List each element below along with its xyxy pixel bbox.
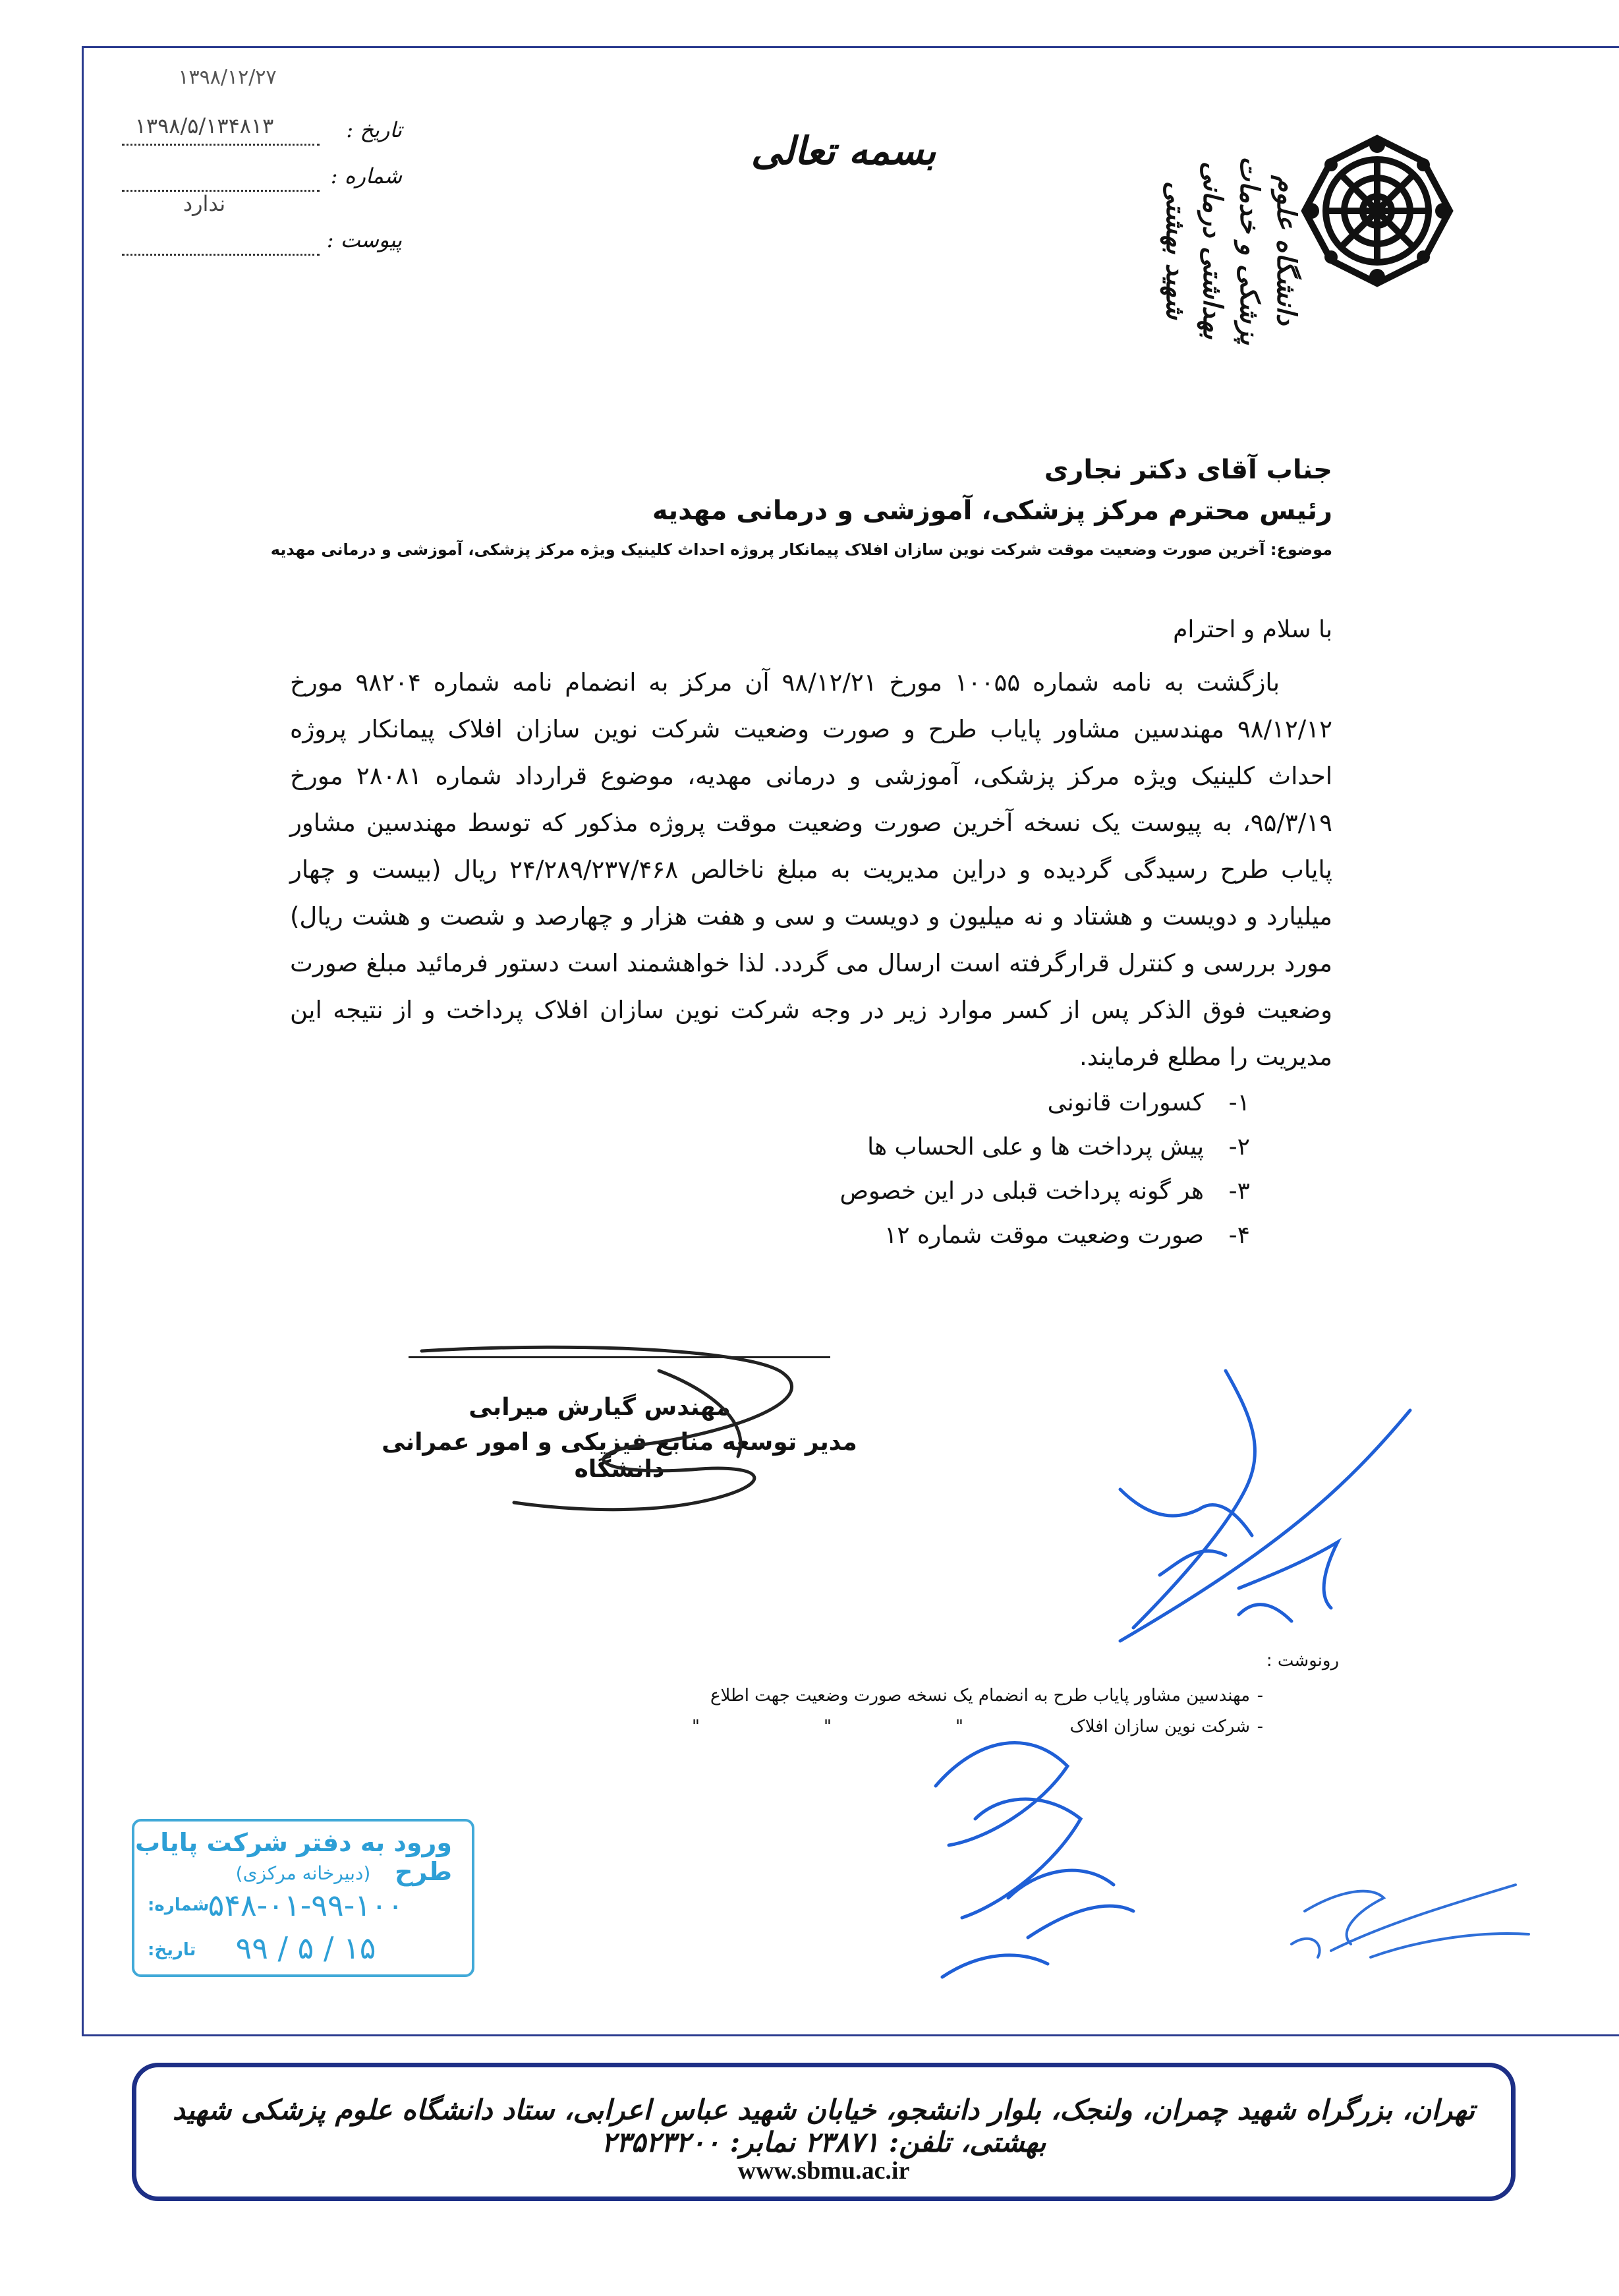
university-name-line-2: بهداشتی درمانی	[1197, 161, 1228, 339]
incoming-stamp	[132, 1819, 474, 1977]
university-name-line-1: دانشگاه علوم پزشکی و خدمات	[1234, 156, 1302, 345]
stamp-date-value: ۹۹ / ۵ / ۱۵	[235, 1930, 376, 1966]
cc-item: مهندسین مشاور پایاب طرح به انضمام یک نسخه صورت وضعیت جهت اطلاع	[710, 1686, 1250, 1706]
date-value: ۱۳۹۸/۵/۱۳۴۸۱۳	[134, 113, 274, 138]
list-item: ۴-صورت وضعیت موقت شماره ۱۲	[884, 1222, 1250, 1249]
addressee-name: جناب آقای دکتر نجاری	[1044, 455, 1332, 485]
footer-website: www.sbmu.ac.ir	[737, 2157, 910, 2185]
ditto-mark: "	[692, 1717, 700, 1736]
stamp-date-label: تاریخ:	[148, 1940, 196, 1960]
subject-line: موضوع: آخرین صورت وضعیت موقت شرکت نوین سازان افلاک پیمانکار پروژه احداث کلینیک ویژه مرکز پزشکی، آموزشی و درمانی مهدیه	[270, 540, 1332, 559]
greeting: با سلام و احترام	[1173, 616, 1332, 643]
university-name-line-3: شهید بهشتی	[1160, 181, 1191, 320]
ditto-mark: "	[955, 1717, 963, 1736]
list-item: ۳-هر گونه پرداخت قبلی در این خصوص	[839, 1178, 1250, 1205]
addressee-title: رئیس محترم مرکز پزشکی، آموزشی و درمانی مهدیه	[652, 496, 1332, 526]
list-item: ۱-کسورات قانونی	[1047, 1089, 1250, 1116]
list-item: ۲-پیش پرداخت ها و علی الحساب ها	[867, 1134, 1250, 1161]
stamp-subtitle: (دبیرخانه مرکزی)	[235, 1862, 371, 1884]
stamp-number-label: شماره:	[148, 1895, 210, 1915]
footer	[132, 2063, 1516, 2201]
ditto-mark: "	[824, 1717, 832, 1736]
letter-body: بازگشت به نامه شماره ۱۰۰۵۵ مورخ ۹۸/۱۲/۲۱ آن مرکز به انضمام نامه شماره ۹۸۲۰۴ مورخ ۹۸/۱۲/۱۲ مهندسین مشاور پایاب طرح و صورت وضعیت شرکت نوین سازان افلاک پیمانکار پروژه احداث کلینیک ویژه مرکز پزشکی، آموزشی و درمانی مهدیه، موضوع قرارداد شماره ۲۸۰۸۱ مورخ ۹۵/۳/۱۹، به پیوست یک نسخه آخرین صورت وضعیت موقت پروژه مذکور که توسط مهندسین مشاور پایاب طرح رسیدگی گردیده و دراین مدیریت به مبلغ ناخالص ۲۴/۲۸۹/۲۳۷/۴۶۸ ریال (بیست و چهار میلیارد و دویست و هشتاد و نه میلیون و دویست و سی و هفت هزار و چهارصد و شصت و هشت ریال) مورد بررسی و کنترل قرارگرفته است ارسال می گردد. لذا خواهشمند است دستور فرمائید مبلغ صورت وضعیت فوق الذکر پس از کسر موارد زیر در وجه شرکت نوین سازان افلاک پرداخت و از نتیجه این مدیریت را مطلع فرمایند.	[290, 668, 1332, 1071]
signatory-name: مهندس گیارش میرابی	[469, 1394, 731, 1421]
attachment-label: پیوست :	[326, 227, 402, 252]
stamp-number-value: ۵۴۸-۰۱-۹۹-۱۰۰	[208, 1887, 404, 1923]
footer-address: تهران، بزرگراه شهید چمران، ولنجک، بلوار دانشجو، خیابان شهید عباس اعرابی، ستاد دانشگاه علوم پزشکی شهید بهشتی، تلفن: ۲۳۸۷۱ نمابر: ۲۳۵۲۳۲۰۰	[172, 2094, 1475, 2158]
attachment-value: ندارد	[183, 191, 226, 216]
cc-item: شرکت نوین سازان افلاک	[1069, 1717, 1250, 1736]
received-date-stamp: ۱۳۹۸/۱۲/۲۷	[178, 66, 277, 89]
stamp-title: ورود به دفتر شرکت پایاب طرح	[135, 1828, 452, 1886]
signatory-title: مدیر توسعه منابع فیزیکی و امور عمرانی دانشگاه	[382, 1429, 857, 1483]
date-label: تاریخ :	[346, 117, 402, 142]
bismillah: بسمه تعالی	[751, 129, 936, 173]
number-label: شماره :	[330, 163, 402, 188]
cc-heading: رونوشت :	[1266, 1651, 1339, 1671]
